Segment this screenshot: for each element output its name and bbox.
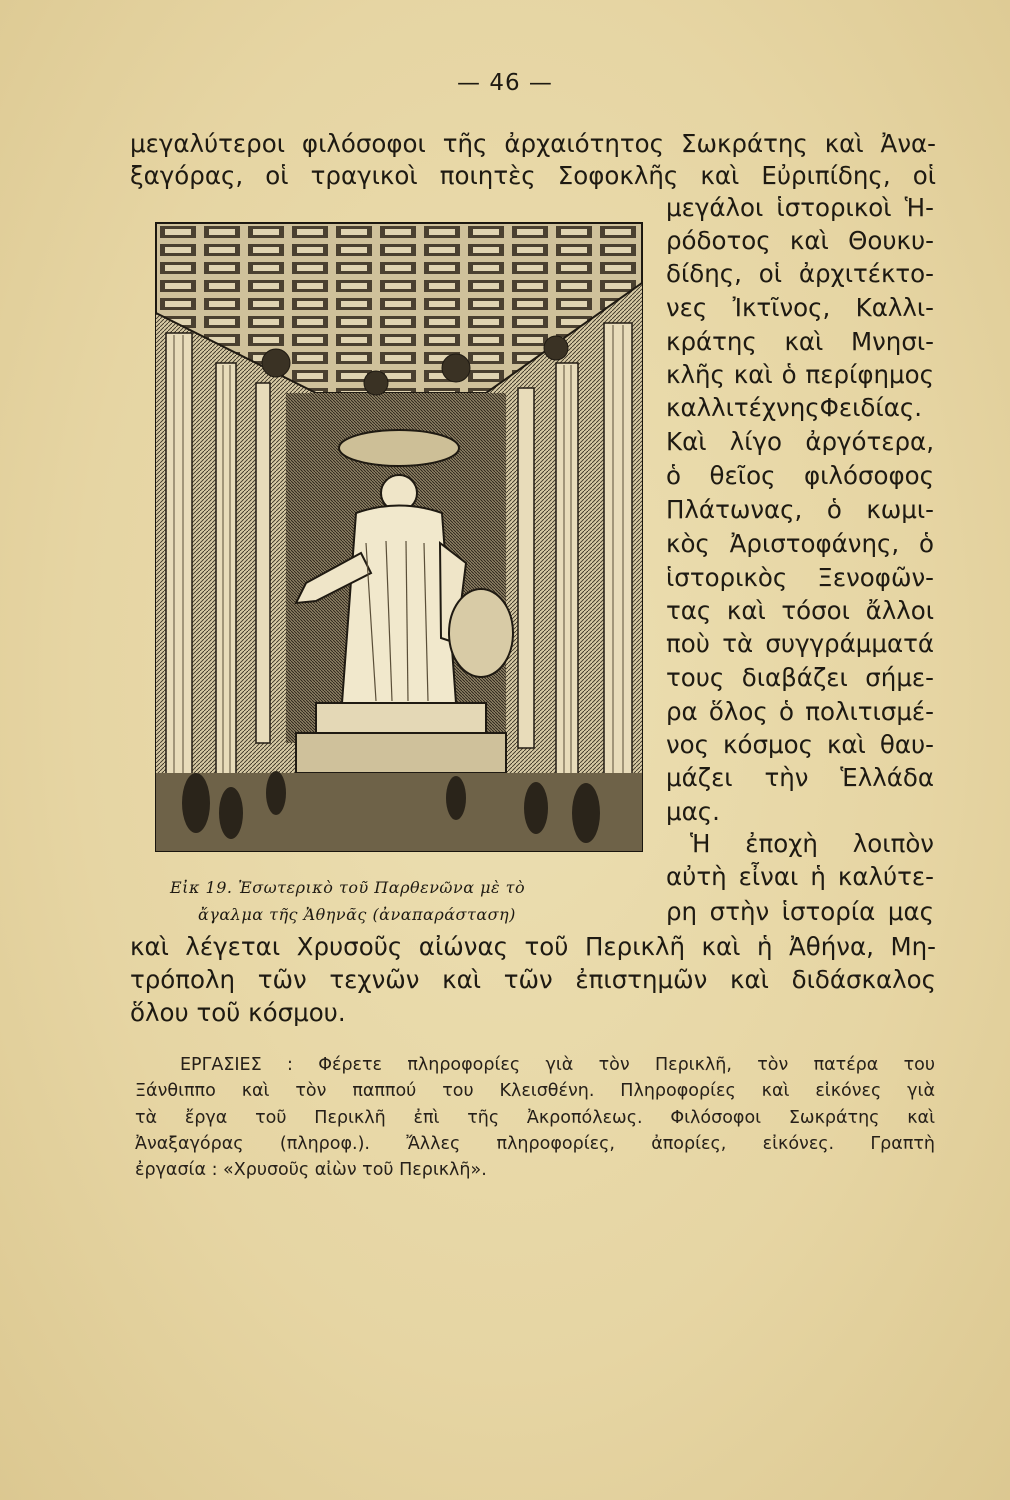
column-line-20: Ἡ ἐποχὴ λοιπὸν bbox=[690, 829, 934, 858]
column-line-12: ἱστορικὸς Ξενοφῶν- bbox=[666, 563, 934, 592]
exercise-line-2: Ξάνθιππο καὶ τὸν παππού του Κλεισθένη. Πληροφορίες καὶ εἰκόνες γιὰ bbox=[135, 1081, 935, 1101]
column-line-17: νος κόσμος καὶ θαυ- bbox=[666, 730, 934, 759]
exercise-line-4: Ἀναξαγόρας (πληροφ.). Ἄλλες πληροφορίες, ἀπορίες, εἰκόνες. Γραπτὴ bbox=[135, 1134, 935, 1154]
column-line-14: ποὺ τὰ συγγράμματά bbox=[666, 629, 934, 658]
column-line-21: αὐτὴ εἶναι ἡ καλύτε- bbox=[666, 862, 934, 891]
text-line-bottom-2: τρόπολη τῶν τεχνῶν καὶ τῶν ἐπιστημῶν καὶ διδάσκαλος bbox=[130, 965, 936, 994]
column-line-3: δίδης, οἱ ἀρχιτέκτο- bbox=[666, 259, 934, 288]
exercise-line-5: ἐργασία : «Χρυσοῦς αἰὼν τοῦ Περικλῆ». bbox=[135, 1160, 487, 1180]
text-line-bottom-1: καὶ λέγεται Χρυσοῦς αἰώνας τοῦ Περικλῆ καὶ ἡ Ἀθήνα, Μη- bbox=[130, 932, 936, 961]
column-line-1: μεγάλοι ἱστορικοὶ Ἡ- bbox=[666, 193, 934, 222]
column-line-5: κράτης καὶ Μνησι- bbox=[666, 327, 934, 356]
column-line-6: κλῆς καὶ ὁ περίφημος bbox=[666, 360, 934, 389]
exercise-line-3: τὰ ἔργα τοῦ Περικλῆ ἐπὶ τῆς Ἀκροπόλεως. Φιλόσοφοι Σωκράτης καὶ bbox=[135, 1108, 935, 1128]
column-line-2: ρόδοτος καὶ Θουκυ- bbox=[666, 226, 934, 255]
column-line-16: ρα ὅλος ὁ πολιτισμέ- bbox=[666, 697, 934, 726]
page-number: — 46 — bbox=[457, 70, 553, 96]
figure-caption-line-1: Εἰκ 19. Ἐσωτερικὸ τοῦ Παρθενῶνα μὲ τὸ bbox=[170, 878, 526, 897]
illustration-drawing bbox=[156, 223, 642, 851]
figure-caption-line-2: ἄγαλμα τῆς Ἀθηνᾶς (ἀναπαράσταση) bbox=[198, 905, 516, 924]
text-line-2: ξαγόρας, οἱ τραγικοὶ ποιητὲς Σοφοκλῆς καὶ Εὐριπίδης, οἱ bbox=[130, 161, 936, 190]
column-line-11: κὸς Ἀριστοφάνης, ὁ bbox=[666, 529, 934, 558]
column-line-10: Πλάτωνας, ὁ κωμι- bbox=[666, 495, 934, 524]
column-line-22: ρη στὴν ἱστορία μας bbox=[666, 897, 934, 926]
column-line-4: νες Ἰκτῖνος, Καλλι- bbox=[666, 293, 934, 322]
column-line-8: Καὶ λίγο ἀργότερα, bbox=[666, 427, 934, 456]
column-line-13: τας καὶ τόσοι ἄλλοι bbox=[666, 596, 934, 625]
exercise-line-1: ΕΡΓΑΣΙΕΣ : Φέρετε πληροφορίες γιὰ τὸν Περικλῆ, τὸν πατέρα του bbox=[180, 1055, 935, 1075]
parthenon-interior-illustration bbox=[155, 222, 643, 852]
column-line-9: ὁ θεῖος φιλόσοφος bbox=[666, 461, 934, 490]
column-line-7: καλλιτέχνηςΦειδίας. bbox=[666, 393, 923, 422]
column-line-18: μάζει τὴν Ἑλλάδα bbox=[666, 763, 934, 792]
text-line-1: μεγαλύτεροι φιλόσοφοι τῆς ἀρχαιότητος Σωκράτης καὶ Ἀνα- bbox=[130, 129, 936, 158]
column-line-19: μας. bbox=[666, 797, 720, 826]
column-line-15: τους διαβάζει σήμε- bbox=[666, 663, 934, 692]
text-line-bottom-3: ὅλου τοῦ κόσμου. bbox=[130, 998, 346, 1027]
